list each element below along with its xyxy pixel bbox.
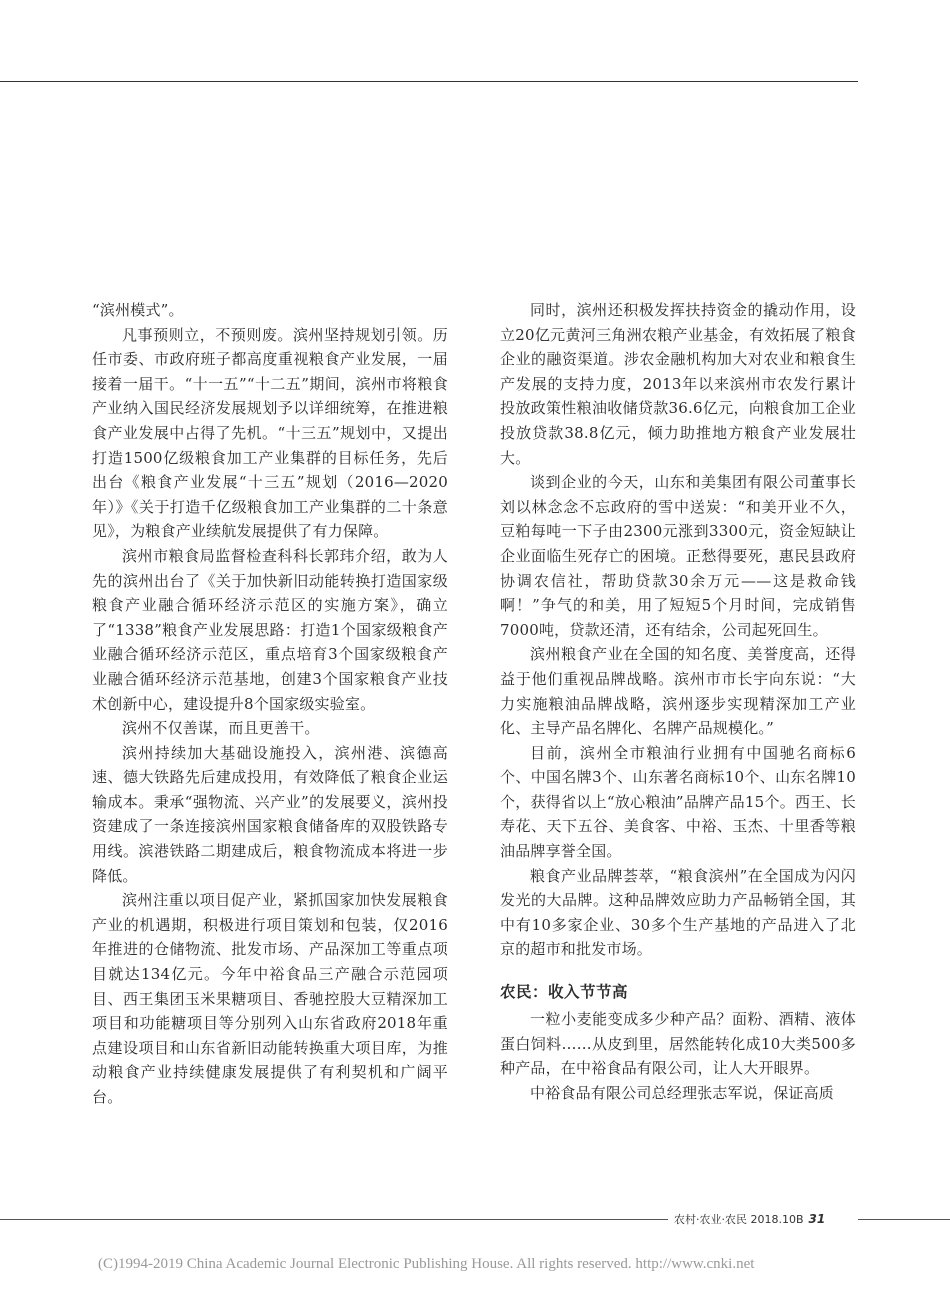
page-footer	[674, 1210, 825, 1229]
header-rule	[0, 81, 858, 82]
paragraph: 滨州粮食产业在全国的知名度、美誉度高，还得益于他们重视品牌战略。滨州市市长宇向东说：“大力实施粮油品牌战略，滨州逐步实现精深加工产业化、主导产品名牌化、名牌产品规模化。”	[500, 645, 856, 738]
paragraph: 中裕食品有限公司总经理张志军说，保证高质	[530, 1083, 835, 1102]
paragraph: 凡事预则立，不预则废。滨州坚持规划引领。历任市委、市政府班子都高度重视粮食产业发展，一届接着一届干。“十一五”“十二五”期间，滨州市将粮食产业纳入国民经济发展规划予以详细统筹，在推进粮食产业发展中占得了先机。“十三五”规划中，又提出打造1500亿级粮食加工产业集群的目标任务，先后出台《粮食产业发展“十三五”规划（2016—2020年）》《关于打造千亿级粮食加工产业集群的二十条意见》，为粮食产业续航发展提供了有力保障。	[92, 325, 448, 541]
paragraph: 同时，滨州还积极发挥扶持资金的撬动作用，设立20亿元黄河三角洲农粮产业基金，有效拓展了粮食企业的融资渠道。涉农金融机构加大对农业和粮食生产发展的支持力度，2013年以来滨州市农发行累计投放政策性粮油收储贷款36.6亿元，向粮食加工企业投放贷款38.8亿元，倾力助推地方粮食产业发展壮大。	[500, 301, 856, 467]
footer-rule-right	[858, 1219, 950, 1220]
paragraph: 粮食产业品牌荟萃，“粮食滨州”在全国成为闪闪发光的大品牌。这种品牌效应助力产品畅销全国，其中有10多家企业、30多个生产基地的产品进入了北京的超市和批发市场。	[500, 866, 856, 959]
paragraph: 目前，滨州全市粮油行业拥有中国驰名商标6个、中国名牌3个、山东著名商标10个、山东名牌10个，获得省以上“放心粮油”品牌产品15个。西王、长寿花、天下五谷、美食客、中裕、玉杰、十里香等粮油品牌享誉全国。	[500, 743, 856, 861]
copyright-notice: (C)1994-2019 China Academic Journal Electronic Publishing House. All rights reserved. http://www.cnki.net	[98, 1256, 755, 1272]
paragraph: “滨州模式”。	[92, 301, 184, 319]
paragraph: 滨州不仅善谋，而且更善干。	[122, 719, 320, 738]
paragraph: 滨州注重以项目促产业，紧抓国家加快发展粮食产业的机遇期，积极进行项目策划和包装，仅2016年推进的仓储物流、批发市场、产品深加工等重点项目就达134亿元。今年中裕食品三产融合示范园项目、西王集团玉米果糖项目、香驰控股大豆精深加工项目和功能糖项目等分别列入山东省政府2018年重点建设项目和山东省新旧动能转换重大项目库，为推动粮食产业持续健康发展提供了有利契机和广阔平台。	[92, 891, 448, 1106]
footer-rule-left	[0, 1219, 668, 1220]
paragraph: 滨州持续加大基础设施投入，滨州港、滨德高速、德大铁路先后建成投用，有效降低了粮食企业运输成本。秉承“强物流、兴产业”的发展要义，滨州投资建成了一条连接滨州国家粮食储备库的双股铁路专用线。滨港铁路二期建成后，粮食物流成本将进一步降低。	[92, 743, 448, 885]
section-heading: 农民：收入节节高	[500, 983, 629, 1002]
page-number: 31	[808, 1212, 826, 1226]
publication-name: 农村·农业·农民 2018.10B	[674, 1213, 804, 1226]
left-column	[92, 298, 448, 1110]
paragraph: 一粒小麦能变成多少种产品？面粉、酒精、液体蛋白饲料……从皮到里，居然能转化成10大类500多种产品，在中裕食品有限公司，让人大开眼界。	[500, 1010, 856, 1078]
right-column	[500, 298, 856, 1105]
paragraph: 谈到企业的今天，山东和美集团有限公司董事长刘以林念念不忘政府的雪中送炭：“和美开业不久，豆粕每吨一下子由2300元涨到3300元，资金短缺让企业面临生死存亡的困境。正愁得要死，惠民县政府协调农信社，帮助贷款30余万元——这是救命钱啊！”争气的和美，用了短短5个月时间，完成销售7000吨，贷款还清，还有结余，公司起死回生。	[500, 473, 856, 639]
paragraph: 滨州市粮食局监督检查科科长郭玮介绍，敢为人先的滨州出台了《关于加快新旧动能转换打造国家级粮食产业融合循环经济示范区的实施方案》，确立了“1338”粮食产业发展思路：打造1个国家级粮食产业融合循环经济示范区，重点培育3个国家级粮食产业融合循环经济示范基地，创建3个国家粮食产业技术创新中心，建设提升8个国家级实验室。	[92, 546, 448, 713]
